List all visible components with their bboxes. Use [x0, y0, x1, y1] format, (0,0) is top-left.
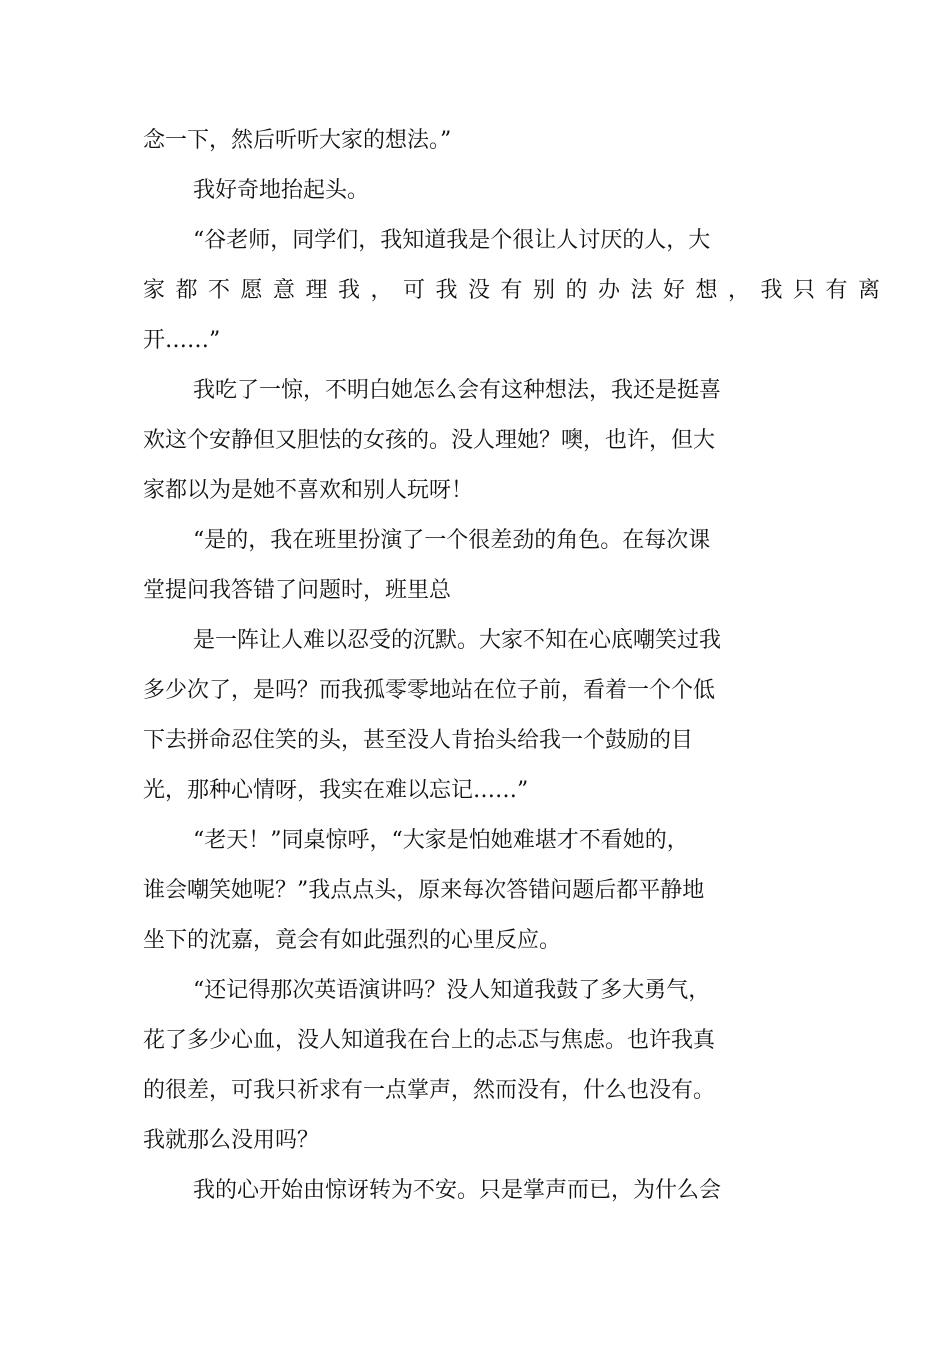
text-line-20: 的很差，可我只祈求有一点掌声，然而没有，什么也没有。 [143, 1078, 716, 1103]
text-line-7: 欢这个安静但又胆怯的女孩的。没人理她？噢，也许，但大 [143, 428, 716, 453]
text-line-10: 堂提问我答错了问题时，班里总 [143, 578, 452, 603]
text-line-1: 念一下，然后听听大家的想法。” [143, 128, 452, 153]
text-line-19: 花了多少心血，没人知道我在台上的忐忑与焦虑。也许我真 [143, 1028, 716, 1053]
text-line-16: 谁会嘲笑她呢？”我点点头，原来每次答错问题后都平静地 [143, 878, 705, 903]
text-line-18: “还记得那次英语演讲吗？没人知道我鼓了多大勇气， [193, 978, 711, 1003]
text-line-21: 我就那么没用吗？ [143, 1128, 320, 1153]
text-line-11: 是一阵让人难以忍受的沉默。大家不知在心底嘲笑过我 [193, 628, 722, 653]
text-line-13: 下去拼命忍住笑的头，甚至没人肯抬头给我一个鼓励的目 [143, 728, 694, 753]
text-line-12: 多少次了，是吗？而我孤零零地站在位子前，看着一个个低 [143, 678, 716, 703]
text-line-2: 我好奇地抬起头。 [193, 178, 370, 203]
text-line-5: 开……” [143, 328, 221, 353]
text-line-4: 家都不愿意理我，可我没有别的办法好想，我只有离 [143, 278, 891, 303]
text-line-8: 家都以为是她不喜欢和别人玩呀！ [143, 478, 474, 503]
text-line-15: “老天！”同桌惊呼，“大家是怕她难堪才不看她的， [193, 828, 689, 853]
text-line-17: 坐下的沈嘉，竟会有如此强烈的心里反应。 [143, 928, 562, 953]
text-line-22: 我的心开始由惊讶转为不安。只是掌声而已，为什么会 [193, 1178, 722, 1203]
text-line-14: 光，那种心情呀，我实在难以忘记……” [143, 778, 529, 803]
text-line-9: “是的，我在班里扮演了一个很差劲的角色。在每次课 [193, 528, 711, 553]
text-line-3: “谷老师，同学们，我知道我是个很让人讨厌的人，大 [193, 228, 711, 253]
text-line-6: 我吃了一惊，不明白她怎么会有这种想法，我还是挺喜 [193, 378, 722, 403]
